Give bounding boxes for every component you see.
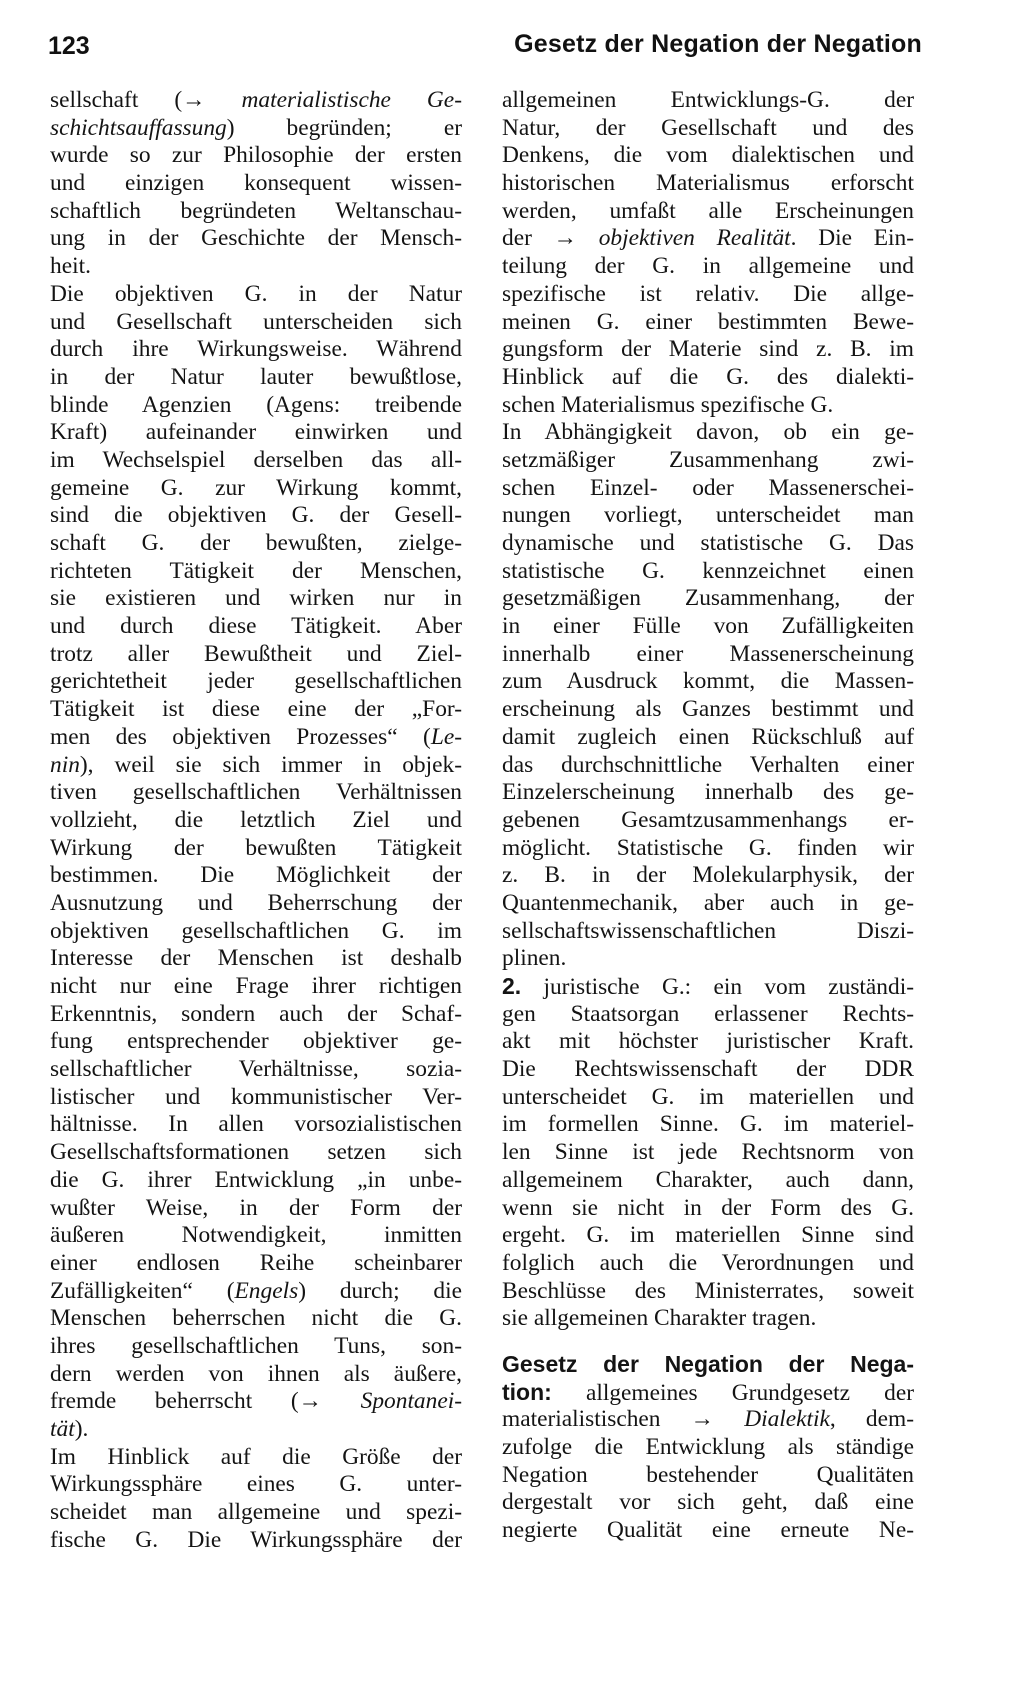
text-run: Gesellschaftsformationen setzen sich xyxy=(50,1139,462,1166)
text-line xyxy=(50,309,462,337)
text-line xyxy=(50,447,462,475)
bold-term: Gesetz der Negation der Nega- xyxy=(502,1350,914,1377)
text-line xyxy=(502,752,914,780)
italic-term: Engels xyxy=(234,1277,299,1304)
text-run: allgemeinen Entwicklungs-G. der xyxy=(502,87,914,113)
text-run: die G. ihrer Entwicklung „in unbe- xyxy=(50,1166,462,1193)
text-line xyxy=(50,1527,462,1555)
text-line xyxy=(50,392,462,420)
text-line xyxy=(502,1351,914,1379)
text-run: heit. xyxy=(50,253,91,280)
text-line xyxy=(50,87,462,115)
text-run: äußeren Notwendigkeit, inmitten xyxy=(50,1222,462,1249)
text-line xyxy=(50,364,462,392)
text-run: in einer Fülle von Zufälligkeiten xyxy=(502,613,914,640)
italic-term: Dialektik xyxy=(744,1406,830,1433)
text-run: gesetzmäßigen Zusammenhang, der xyxy=(502,585,914,612)
text-run: Wirkungssphäre eines G. unter- xyxy=(50,1471,462,1498)
text-line xyxy=(502,1028,914,1056)
text-run: Quantenmechanik, aber auch in ge- xyxy=(502,889,914,916)
text-line xyxy=(50,779,462,807)
text-line xyxy=(50,530,462,558)
text-line xyxy=(50,225,462,253)
text-line xyxy=(502,724,914,752)
text-line xyxy=(502,1278,914,1306)
text-line xyxy=(50,1167,462,1195)
italic-term: schichtsauffassung xyxy=(50,114,227,141)
text-line xyxy=(50,198,462,226)
text-line xyxy=(50,170,462,198)
text-line xyxy=(502,1305,914,1333)
text-line xyxy=(50,918,462,946)
text-run: der → xyxy=(502,225,599,252)
text-line xyxy=(50,724,462,752)
text-run: werden, umfaßt alle Erscheinungen xyxy=(502,197,914,224)
text-run: juristische G.: ein vom zuständi- xyxy=(521,974,914,1000)
text-line xyxy=(502,198,914,226)
text-run: . Die Ein- xyxy=(790,225,915,252)
text-line xyxy=(50,558,462,586)
text-line xyxy=(50,668,462,696)
text-run: erscheinung als Ganzes bestimmt und xyxy=(502,696,914,723)
text-line xyxy=(50,835,462,863)
text-run: fremde beherrscht (→ xyxy=(50,1388,361,1415)
text-run: gemeine G. zur Wirkung kommt, xyxy=(50,474,462,501)
text-run: scheidet man allgemeine und spezi- xyxy=(50,1499,462,1526)
text-line xyxy=(50,1222,462,1250)
bold-term: tion: xyxy=(502,1378,552,1405)
italic-term: materialistische Ge- xyxy=(241,87,462,113)
text-run: gerichtetheit jeder gesellschaftlichen xyxy=(50,668,462,695)
text-run: Die objektiven G. in der Natur xyxy=(50,280,462,307)
text-run: blinde Agenzien (Agens: treibende xyxy=(50,391,462,418)
text-line xyxy=(502,1139,914,1167)
text-line xyxy=(50,613,462,641)
text-line xyxy=(50,475,462,503)
text-line xyxy=(502,502,914,530)
italic-term: tät xyxy=(50,1416,75,1442)
text-line xyxy=(502,1111,914,1139)
text-run: Kraft) aufeinander einwirken und xyxy=(50,419,462,446)
text-run: nicht nur eine Frage ihrer richtigen xyxy=(50,973,462,999)
text-line xyxy=(502,170,914,198)
text-line xyxy=(50,1195,462,1223)
text-run: Hinblick auf die G. des dialekti- xyxy=(502,363,914,390)
text-line xyxy=(502,475,914,503)
text-run: gebenen Gesamtzusammenhangs er- xyxy=(502,806,914,833)
text-line xyxy=(50,1416,462,1444)
text-run: ) begründen; er xyxy=(226,114,462,141)
text-run: ihres gesellschaftlichen Tuns, son- xyxy=(50,1332,462,1359)
text-run: Wirkung der bewußten Tätigkeit xyxy=(50,834,462,861)
text-line xyxy=(50,1278,462,1306)
text-line xyxy=(502,1195,914,1223)
text-line xyxy=(50,1250,462,1278)
text-line xyxy=(50,253,462,281)
text-run: Im Hinblick auf die Größe der xyxy=(50,1443,462,1470)
text-run: Menschen beherrschen nicht die G. xyxy=(50,1305,462,1332)
text-line xyxy=(50,115,462,143)
text-run: tiven gesellschaftlichen Verhältnissen xyxy=(50,779,462,806)
right-text-column xyxy=(502,87,914,1545)
text-line xyxy=(502,309,914,337)
text-line xyxy=(502,613,914,641)
text-run: in der Natur lauter bewußtlose, xyxy=(50,363,462,390)
text-line xyxy=(50,419,462,447)
text-run: listischer und kommunistischer Ver- xyxy=(50,1083,462,1110)
bold-term: 2. xyxy=(502,973,522,999)
text-run: akt mit höchster juristischer Kraft. xyxy=(502,1028,914,1055)
text-line xyxy=(502,419,914,447)
text-line xyxy=(502,1167,914,1195)
text-run: gen Staatsorgan erlassener Rechts- xyxy=(502,1000,914,1027)
text-run: wenn sie nicht in der Form des G. xyxy=(502,1194,914,1221)
text-run: len Sinne ist jede Rechtsnorm von xyxy=(502,1139,914,1166)
text-line xyxy=(502,1222,914,1250)
text-line xyxy=(502,807,914,835)
text-line xyxy=(502,862,914,890)
text-line xyxy=(502,835,914,863)
running-head: Gesetz der Negation der Negation xyxy=(514,30,922,58)
text-run: Einzelerscheinung innerhalb des ge- xyxy=(502,779,914,806)
text-run: sellschaftlicher Verhältnisse, sozia- xyxy=(50,1056,462,1083)
text-run: ung in der Geschichte der Mensch- xyxy=(50,225,462,252)
text-run: Tätigkeit ist diese eine der „For- xyxy=(50,696,462,723)
text-run: men des objektiven Prozesses“ ( xyxy=(50,723,431,750)
text-run: allgemeinem Charakter, auch dann, xyxy=(502,1166,914,1193)
text-run: hältnisse. In allen vorsozialistischen xyxy=(50,1111,462,1138)
text-run: einer endlosen Reihe scheinbarer xyxy=(50,1249,462,1276)
text-line xyxy=(50,890,462,918)
text-run: unterscheidet G. im materiellen und xyxy=(502,1083,914,1110)
text-run: möglicht. Statistische G. finden wir xyxy=(502,834,914,861)
text-run: Negation bestehender Qualitäten xyxy=(502,1461,914,1488)
text-line xyxy=(50,973,462,1001)
text-run: und einzigen konsequent wissen- xyxy=(50,170,462,197)
text-run: plinen. xyxy=(502,945,567,972)
text-run: ) durch; die xyxy=(298,1277,462,1304)
text-run: richteten Tätigkeit der Menschen, xyxy=(50,557,462,584)
text-run: und Gesellschaft unterscheiden sich xyxy=(50,308,462,335)
text-line xyxy=(502,1250,914,1278)
text-line xyxy=(502,281,914,309)
text-line xyxy=(50,862,462,890)
text-line xyxy=(502,668,914,696)
text-run: im formellen Sinne. G. im materiel- xyxy=(502,1111,914,1138)
text-run: , dem- xyxy=(829,1406,914,1433)
text-line xyxy=(502,364,914,392)
italic-term: nin xyxy=(50,751,80,778)
text-line xyxy=(502,225,914,253)
text-run: dern werden von ihnen als äußere, xyxy=(50,1360,462,1387)
text-line xyxy=(50,641,462,669)
text-line xyxy=(502,1379,914,1407)
text-line xyxy=(502,142,914,170)
text-run: dynamische und statistische G. Das xyxy=(502,530,914,556)
text-run: trotz aller Bewußtheit und Ziel- xyxy=(50,640,462,667)
text-run: nungen vorliegt, unterscheidet man xyxy=(502,502,914,529)
text-line xyxy=(50,142,462,170)
text-line xyxy=(502,779,914,807)
text-line xyxy=(50,1305,462,1333)
text-line xyxy=(502,447,914,475)
text-line xyxy=(502,1084,914,1112)
text-line xyxy=(50,1499,462,1527)
text-run: negierte Qualität eine erneute Ne- xyxy=(502,1517,914,1544)
text-run: z. B. in der Molekularphysik, der xyxy=(502,862,914,889)
text-run: bestimmen. Die Möglichkeit der xyxy=(50,862,462,889)
italic-term: objektiven Realität xyxy=(598,225,791,252)
text-run: fische G. Die Wirkungssphäre der xyxy=(50,1526,462,1553)
text-line xyxy=(50,945,462,973)
text-run: allgemeines Grundgesetz der xyxy=(551,1379,914,1406)
text-line xyxy=(50,281,462,309)
text-run: Natur, der Gesellschaft und des xyxy=(502,114,914,141)
text-line xyxy=(502,890,914,918)
text-line xyxy=(50,336,462,364)
text-run: teilung der G. in allgemeine und xyxy=(502,253,914,280)
text-line xyxy=(502,336,914,364)
text-run: wurde so zur Philosophie der ersten xyxy=(50,142,462,169)
text-run: sellschaftswissenschaftlichen Diszi- xyxy=(502,917,914,944)
text-line xyxy=(502,558,914,586)
text-run: Ausnutzung und Beherrschung der xyxy=(50,889,462,916)
text-run: Beschlüsse des Ministerrates, soweit xyxy=(502,1277,914,1304)
text-line xyxy=(50,1388,462,1416)
text-line xyxy=(50,1471,462,1499)
text-line xyxy=(502,1056,914,1084)
text-line xyxy=(50,1111,462,1139)
text-run: Denkens, die vom dialektischen und xyxy=(502,142,914,169)
text-run: zufolge die Entwicklung als ständige xyxy=(502,1434,914,1460)
text-run: schen Materialismus spezifische G. xyxy=(502,391,834,418)
text-line xyxy=(502,1489,914,1517)
text-line xyxy=(502,115,914,143)
text-run: im Wechselspiel derselben das all- xyxy=(50,446,462,473)
text-line xyxy=(50,752,462,780)
text-line xyxy=(50,502,462,530)
text-run: sind die objektiven G. der Gesell- xyxy=(50,502,462,529)
text-line xyxy=(50,585,462,613)
text-run: ), weil sie sich immer in objek- xyxy=(79,751,462,778)
text-run: materialistischen → xyxy=(502,1406,745,1433)
text-line xyxy=(502,530,914,558)
text-run: dergestalt vor sich geht, daß eine xyxy=(502,1489,914,1516)
text-line xyxy=(502,973,914,1001)
text-line xyxy=(50,1333,462,1361)
italic-term: Le- xyxy=(430,723,462,750)
text-line xyxy=(502,253,914,281)
text-line xyxy=(502,945,914,973)
text-run: vollzieht, die letztlich Ziel und xyxy=(50,806,462,833)
text-run: ). xyxy=(74,1416,89,1442)
text-run: Zufälligkeiten“ ( xyxy=(50,1277,235,1304)
left-text-column xyxy=(50,87,462,1554)
text-run: zum Ausdruck kommt, die Massen- xyxy=(502,668,914,695)
text-run: schaftlich begründeten Weltanschau- xyxy=(50,197,462,224)
text-run: das durchschnittliche Verhalten einer xyxy=(502,751,914,778)
text-run: und durch diese Tätigkeit. Aber xyxy=(50,613,462,640)
text-run: historischen Materialismus erforscht xyxy=(502,170,914,197)
text-line xyxy=(502,1001,914,1029)
text-line xyxy=(502,641,914,669)
text-line xyxy=(502,1406,914,1434)
text-line xyxy=(50,1001,462,1029)
text-run: fung entsprechender objektiver ge- xyxy=(50,1028,462,1055)
text-run: sie allgemeinen Charakter tragen. xyxy=(502,1305,817,1332)
page-number: 123 xyxy=(48,32,90,60)
text-line xyxy=(50,1361,462,1389)
text-run: objektiven gesellschaftlichen G. im xyxy=(50,917,462,944)
text-run: spezifische ist relativ. Die allge- xyxy=(502,280,914,307)
text-line xyxy=(50,1139,462,1167)
text-line xyxy=(502,1462,914,1490)
text-line xyxy=(50,1084,462,1112)
text-run: schaft G. der bewußten, zielge- xyxy=(50,530,462,556)
text-run: sie existieren und wirken nur in xyxy=(50,585,462,612)
text-run: statistische G. kennzeichnet einen xyxy=(502,557,914,584)
text-line xyxy=(502,392,914,420)
text-line xyxy=(502,918,914,946)
text-line xyxy=(502,87,914,115)
text-run: innerhalb einer Massenerscheinung xyxy=(502,640,914,667)
text-run: schen Einzel- oder Massenerschei- xyxy=(502,474,914,501)
text-run: damit zugleich einen Rückschluß auf xyxy=(502,723,914,750)
text-run: In Abhängigkeit davon, ob ein ge- xyxy=(502,419,914,446)
text-line xyxy=(502,1434,914,1462)
text-run: gungsform der Materie sind z. B. im xyxy=(502,336,914,363)
text-run: wußter Weise, in der Form der xyxy=(50,1194,462,1221)
text-run: setzmäßiger Zusammenhang zwi- xyxy=(502,446,914,473)
text-line xyxy=(50,696,462,724)
text-line xyxy=(50,807,462,835)
text-run: Interesse der Menschen ist deshalb xyxy=(50,945,462,972)
text-run: sellschaft (→ xyxy=(50,87,242,113)
text-run: durch ihre Wirkungsweise. Während xyxy=(50,336,462,363)
text-run: folglich auch die Verordnungen und xyxy=(502,1249,914,1276)
text-run: Die Rechtswissenschaft der DDR xyxy=(502,1056,914,1083)
text-line xyxy=(50,1028,462,1056)
text-line xyxy=(50,1056,462,1084)
text-line xyxy=(50,1444,462,1472)
italic-term: Spontanei- xyxy=(360,1388,462,1415)
text-line xyxy=(502,585,914,613)
text-run: meinen G. einer bestimmten Bewe- xyxy=(502,308,914,335)
text-line xyxy=(502,1517,914,1545)
text-run: ergeht. G. im materiellen Sinne sind xyxy=(502,1222,914,1249)
text-line xyxy=(502,696,914,724)
text-run: Erkenntnis, sondern auch der Schaf- xyxy=(50,1000,462,1027)
